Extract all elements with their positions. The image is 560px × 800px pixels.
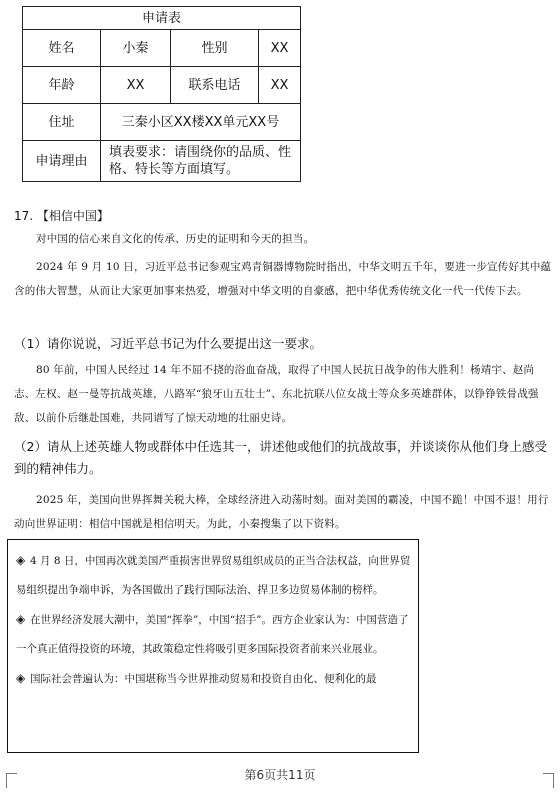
diamond-bullet-icon: ◈	[16, 612, 26, 626]
sub-question-1: （1）请你说说，习近平总书记为什么要提出这一要求。	[14, 336, 322, 351]
material-item-3	[16, 664, 412, 694]
phone-label: 联系电话	[171, 67, 259, 104]
name-label: 姓名	[23, 30, 101, 67]
gender-label: 性别	[171, 30, 259, 67]
question-paragraph-3: 2025 年，美国向世界挥舞关税大棒，全球经济进入动荡时刻。面对美国的霸凌，中国不跪！中国不退！用行动向世界证明：相信中国就是相信明天。为此，小秦搜集了以下资料。	[14, 494, 549, 530]
reason-label: 申请理由	[23, 141, 101, 182]
material-item-1	[16, 546, 412, 605]
material-item-2-text: 在世界经济发展大潮中，美国“挥拳”，中国“招手”。西方企业家认为：中国营造了一个真正值得投资的环境，其政策稳定性将吸引更多国际投资者前来兴业展业。	[16, 614, 409, 655]
application-form-table	[22, 6, 301, 182]
question-title: 17. 【相信中国】	[14, 209, 109, 223]
gender-value: XX	[259, 30, 301, 67]
phone-value: XX	[259, 67, 301, 104]
sub-question-2: （2）请从上述英雄人物或群体中任选其一，讲述他或他们的抗战故事，并谈谈你从他们身上感受到的精神伟力。	[14, 439, 547, 476]
material-box	[7, 539, 419, 753]
address-value: 三秦小区XX楼XX单元XX号	[101, 104, 301, 141]
form-title: 申请表	[23, 7, 301, 30]
material-item-1-text: 4 月 8 日，中国再次就美国严重损害世界贸易组织成员的正当合法权益，向世界贸易组织提出争端申诉，为各国做出了践行国际法治、捍卫多边贸易体制的榜样。	[16, 555, 411, 596]
material-item-3-text: 国际社会普遍认为：中国堪称当今世界推动贸易和投资自由化、便利化的最	[30, 673, 377, 685]
material-item-2	[16, 605, 412, 664]
age-label: 年龄	[23, 67, 101, 104]
page-number: 第6页共11页	[244, 768, 316, 782]
diamond-bullet-icon: ◈	[16, 553, 26, 567]
question-paragraph-2: 80 年前，中国人民经过 14 年不屈不挠的浴血奋战，取得了中国人民抗日战争的伟大胜利！杨靖宇、赵尚志、左权、赵一曼等抗战英雄，八路军“狼牙山五壮士”、东北抗联八位女战士等众多英雄群体，以铮铮铁骨战强敌、以前仆后继赴国难，共同谱写了惊天动地的壮丽史诗。	[14, 364, 539, 424]
diamond-bullet-icon: ◈	[16, 671, 26, 685]
reason-value: 填表要求：请围绕你的品质、性格、特长等方面填写。	[101, 141, 301, 182]
age-value: XX	[101, 67, 171, 104]
name-value: 小秦	[101, 30, 171, 67]
question-paragraph-1: 2024 年 9 月 10 日，习近平总书记参观宝鸡青铜器博物院时指出，中华文明五千年，要进一步宣传好其中蕴含的伟大智慧，从而让大家更加事来热爱，增强对中华文明的自豪感，把中华优秀传统文化一代一代传下去。	[14, 261, 552, 297]
question-intro: 对中国的信心来自文化的传承、历史的证明和今天的担当。	[36, 233, 315, 245]
address-label: 住址	[23, 104, 101, 141]
